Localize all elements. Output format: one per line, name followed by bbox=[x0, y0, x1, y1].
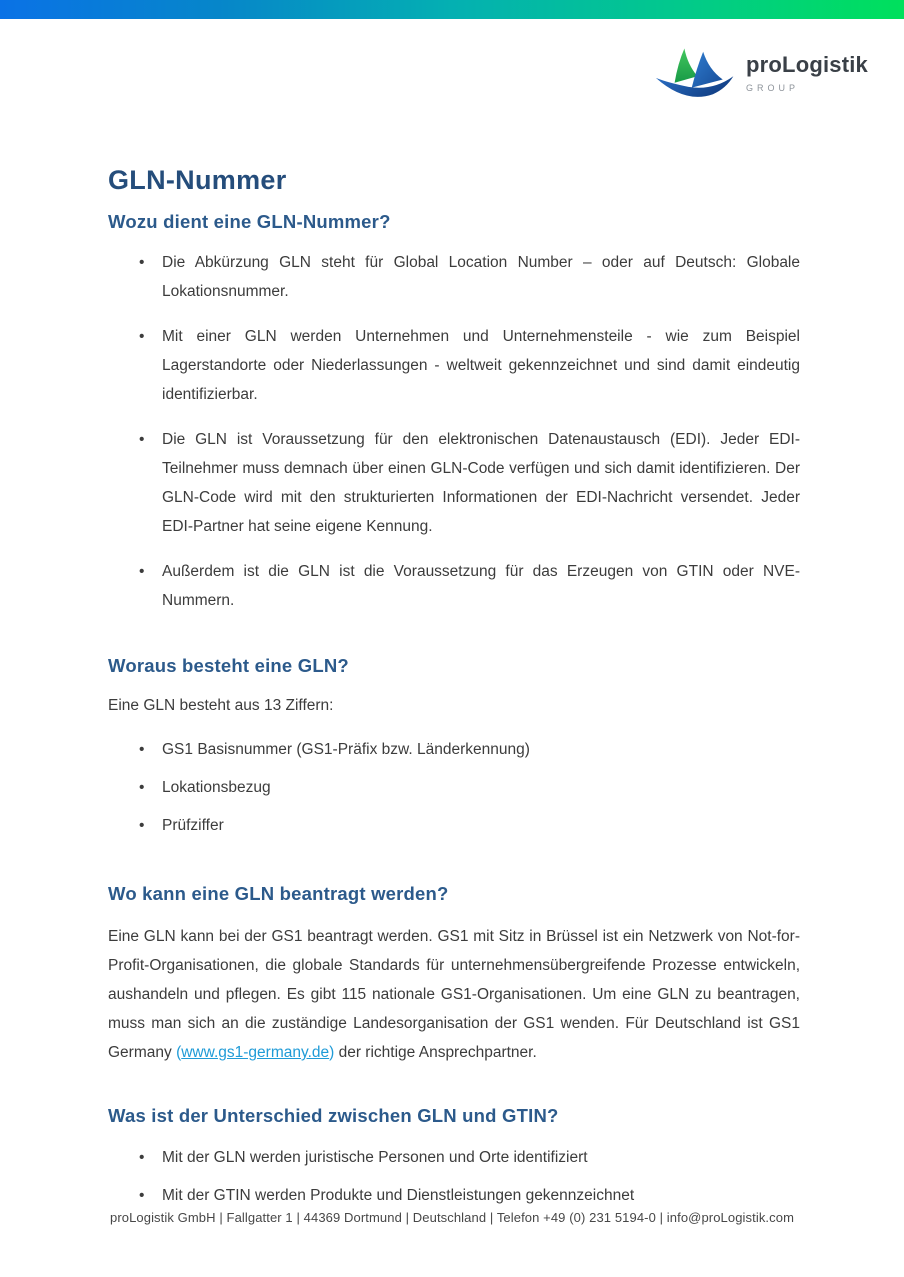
list-item: • Außerdem ist die GLN ist die Voraussetzung für das Erzeugen von GTIN oder NVE-Nummern. bbox=[108, 557, 800, 615]
footer-text: proLogistik GmbH | Fallgatter 1 | 44369 Dortmund | Deutschland | Telefon +49 (0) 231 5194-0 | info@proLogistik.com bbox=[109, 1210, 794, 1225]
paragraph-text-before: Eine GLN kann bei der GS1 beantragt werden. GS1 mit Sitz in Brüssel ist ein Netzwerk von Not-for-Profit-Organisationen, die globale Standards für unternehmensübergreifende Prozesse entwickeln, aushandeln und pflegen. Es gibt 115 nationale GS1-Organisationen. Um eine GLN zu beantragen, muss man sich an die zuständige Landesorganisation der GS1 wenden. Für Deutschland ist GS1 Germany bbox=[108, 928, 800, 1061]
bullet-list-woraus bbox=[108, 735, 800, 840]
bullet-list-wozu bbox=[108, 248, 800, 615]
section-heading-unterschied: Was ist der Unterschied zwischen GLN und GTIN? bbox=[108, 1105, 559, 1126]
logo bbox=[654, 39, 868, 107]
intro-text: Eine GLN besteht aus 13 Ziffern: bbox=[108, 697, 334, 714]
list-item: • Die GLN ist Voraussetzung für den elektronischen Datenaustausch (EDI). Jeder EDI-Teilnehmer muss demnach über einen GLN-Code verfügen und sich damit identifizieren. Der GLN-Code wird mit den strukturierten Informationen der EDI-Nachricht versendet. Jeder EDI-Partner hat seine eigene Kennung. bbox=[108, 425, 800, 541]
brand-group-label: GROUP bbox=[746, 82, 800, 93]
logo-boat-icon bbox=[654, 42, 736, 104]
list-item: • Die Abkürzung GLN steht für Global Location Number – oder auf Deutsch: Globale Lokationsnummer. bbox=[108, 248, 800, 306]
list-item: • GS1 Basisnummer (GS1-Präfix bzw. Länderkennung) bbox=[108, 735, 800, 764]
top-gradient-bar bbox=[0, 0, 904, 19]
section-heading-wozu: Wozu dient eine GLN-Nummer? bbox=[108, 211, 391, 232]
section-heading-wo-beantragt: Wo kann eine GLN beantragt werden? bbox=[108, 883, 449, 904]
paragraph-beantragt bbox=[108, 922, 800, 1067]
list-item: • Mit einer GLN werden Unternehmen und Unternehmensteile - wie zum Beispiel Lagerstandorte oder Niederlassungen - weltweit gekennzeichnet und sind damit eindeutig identifizierbar. bbox=[108, 322, 800, 409]
page-title: GLN-Nummer bbox=[108, 165, 287, 195]
paren-open: ( bbox=[176, 1044, 182, 1061]
list-item: • Prüfziffer bbox=[108, 811, 800, 840]
list-item: • Mit der GTIN werden Produkte und Dienstleistungen gekennzeichnet bbox=[108, 1181, 800, 1210]
header bbox=[0, 19, 904, 107]
paren-close: ) bbox=[329, 1044, 335, 1061]
document-body bbox=[0, 165, 904, 1210]
bullet-list-unterschied bbox=[108, 1143, 800, 1210]
list-item: • Mit der GLN werden juristische Personen und Orte identifiziert bbox=[108, 1143, 800, 1172]
list-item: • Lokationsbezug bbox=[108, 773, 800, 802]
paragraph-text-after: der richtige Ansprechpartner. bbox=[334, 1044, 537, 1061]
section-heading-woraus: Woraus besteht eine GLN? bbox=[108, 655, 349, 676]
brand-name: proLogistik bbox=[746, 52, 868, 78]
gs1-germany-link[interactable]: www.gs1-germany.de bbox=[181, 1044, 330, 1061]
